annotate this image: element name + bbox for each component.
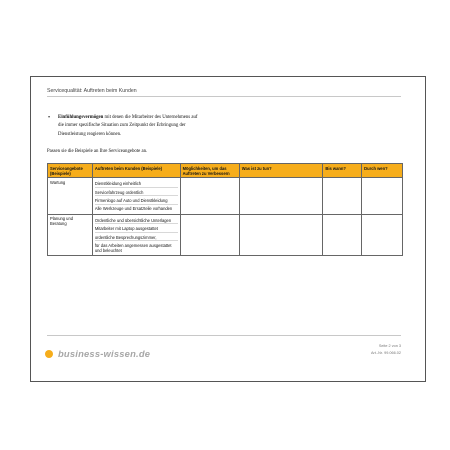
page-number: Seite 2 von 3 <box>378 344 401 348</box>
list-item: ordentliche Besprechungszimmer, <box>95 233 178 241</box>
empty-cell <box>180 178 239 215</box>
appearance-cell <box>92 214 180 256</box>
bullet-line-3: Dienstleistung reagieren können. <box>58 131 122 137</box>
bullet-icon: • <box>48 115 51 121</box>
list-item: Firmenlogo auf Auto und Dienstkleidung <box>95 196 178 204</box>
article-number: Art.-Nr. 99.066.02 <box>371 351 401 355</box>
logo-dot-icon <box>45 350 53 358</box>
column-header: Durch wen? <box>362 164 403 178</box>
service-table <box>47 163 403 256</box>
empty-cell <box>362 178 403 215</box>
column-header: Serviceangebote (Beispiele) <box>48 164 93 178</box>
list-item: für das Arbeiten angemessen ausgestattet und beleuchtet <box>94 243 172 254</box>
business-wissen-logo <box>45 348 150 359</box>
service-cell: Planung und Beratung <box>48 214 93 256</box>
footer-divider <box>47 335 401 336</box>
list-item: Servicefahrzeug ordentlich <box>95 188 178 196</box>
instruction-text: Passen sie die Beispiele an Ihre Serviceangebote an. <box>47 149 148 154</box>
table-row <box>48 214 403 256</box>
bullet-line-2: die immer spezifische Situation zum Zeitpunkt der Erbringung der <box>58 123 186 129</box>
bullet-line-1-rest: mit denen die Mitarbeiter des Unternehmens auf <box>103 115 198 120</box>
list-item: Ordentliche und übersichtliche Unterlagen <box>95 216 178 224</box>
list-item: Mitarbeiter mit Laptop ausgestattet <box>95 224 178 232</box>
column-header: Was ist zu tun? <box>239 164 323 178</box>
header-divider <box>47 96 401 97</box>
empty-cell <box>239 214 323 256</box>
bullet-text <box>58 114 268 139</box>
list-item: Alle Werkzeuge und Ersatzteile vorhanden <box>94 206 173 212</box>
column-header: Möglichkeiten, um das Auftreten zu Verbessern <box>180 164 239 178</box>
appearance-cell <box>92 178 180 215</box>
document-header-title: Servicequalität: Auftreten beim Kunden <box>47 88 137 94</box>
table-header-row <box>48 164 403 178</box>
service-cell: Wartung <box>48 178 93 215</box>
document-page <box>30 76 426 382</box>
empty-cell <box>180 214 239 256</box>
table-row <box>48 178 403 215</box>
bullet-term: Einfühlungsvermögen <box>58 115 104 120</box>
empty-cell <box>323 178 362 215</box>
empty-cell <box>362 214 403 256</box>
column-header: Auftreten beim Kunden (Beispiele) <box>92 164 180 178</box>
list-item: Dienstkleidung einheitlich <box>95 180 178 188</box>
bullet-line-1 <box>58 114 268 122</box>
logo-text: business-wissen.de <box>58 348 151 359</box>
empty-cell <box>239 178 323 215</box>
empty-cell <box>323 214 362 256</box>
column-header: Bis wann? <box>323 164 362 178</box>
